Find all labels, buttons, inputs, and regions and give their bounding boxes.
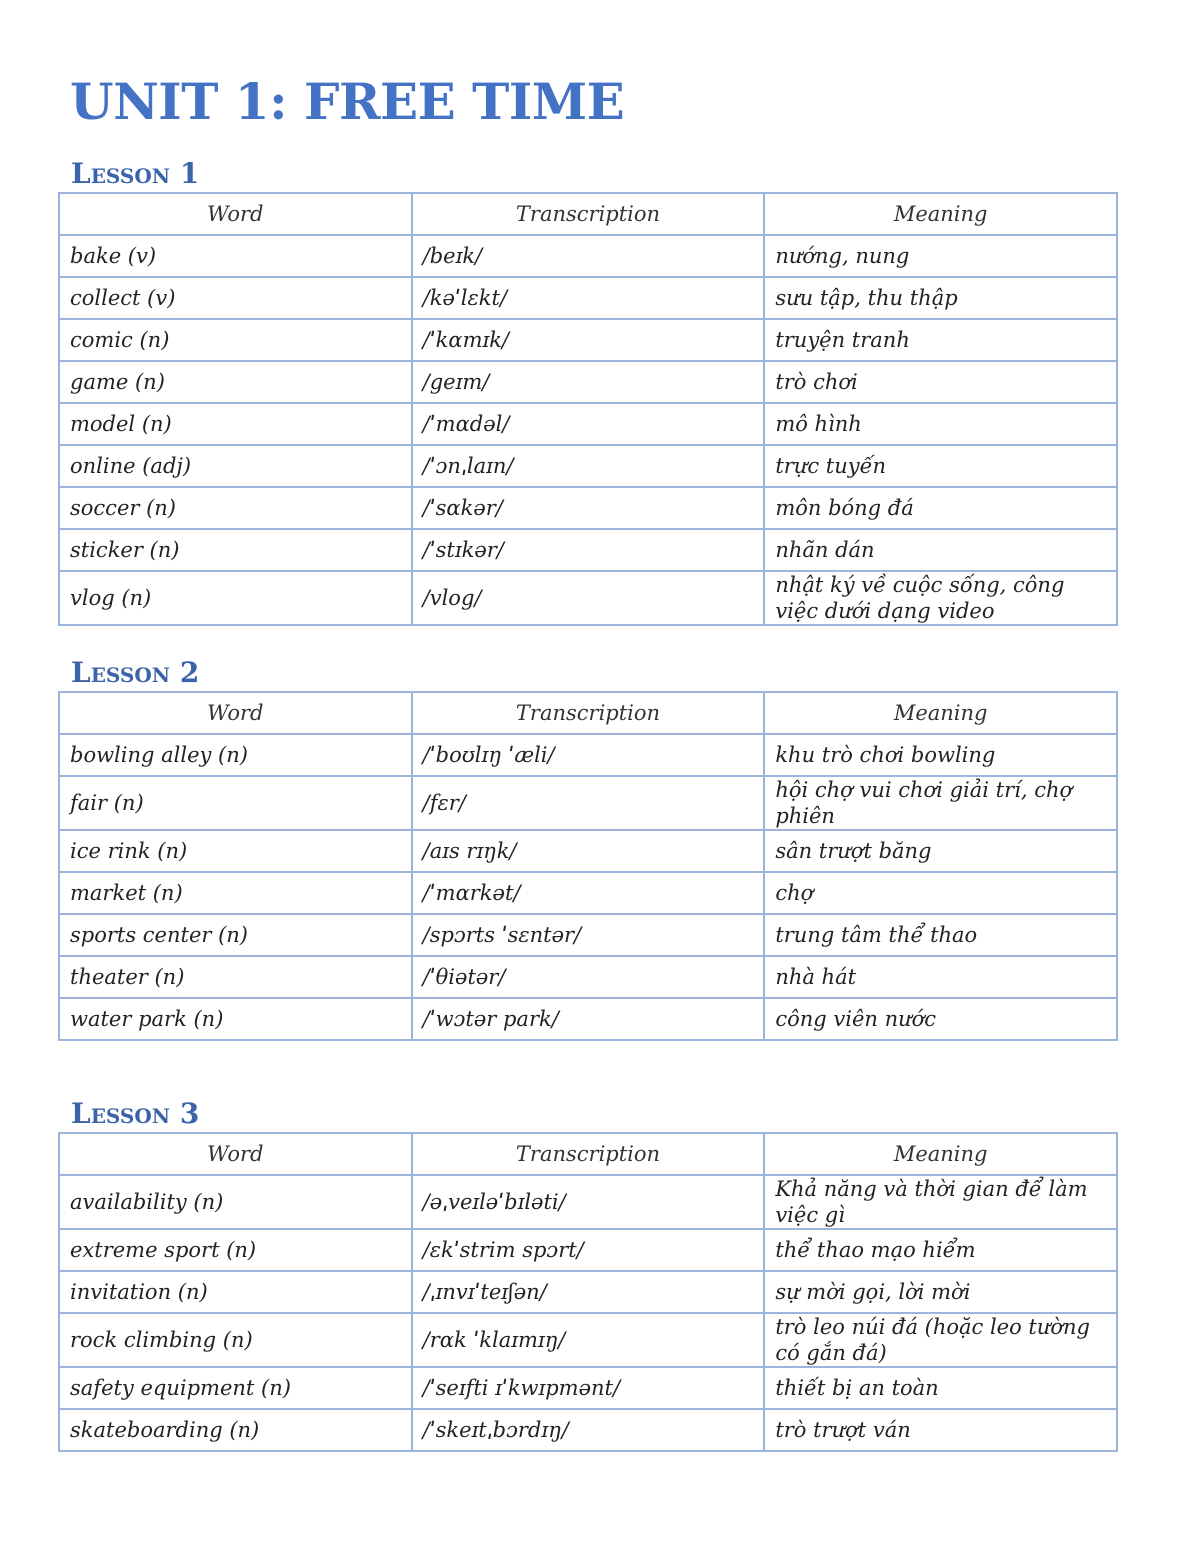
word-cell: rock climbing (n) bbox=[59, 1313, 412, 1367]
meaning-cell: trực tuyến bbox=[764, 445, 1117, 487]
table-row bbox=[59, 445, 1117, 487]
word-cell: sports center (n) bbox=[59, 914, 412, 956]
transcription-column-header: Transcription bbox=[412, 692, 765, 734]
table-row bbox=[59, 1409, 1117, 1451]
meaning-column-header: Meaning bbox=[764, 692, 1117, 734]
transcription-cell: /ˈboʊlɪŋ ˈæli/ bbox=[412, 734, 765, 776]
table-row bbox=[59, 1313, 1117, 1367]
table-row bbox=[59, 1175, 1117, 1229]
word-cell: invitation (n) bbox=[59, 1271, 412, 1313]
word-column-header: Word bbox=[59, 1133, 412, 1175]
word-cell: collect (v) bbox=[59, 277, 412, 319]
word-cell: skateboarding (n) bbox=[59, 1409, 412, 1451]
transcription-cell: /ˈkɑmɪk/ bbox=[412, 319, 765, 361]
word-cell: bowling alley (n) bbox=[59, 734, 412, 776]
lesson-3-section bbox=[58, 1097, 1118, 1452]
word-cell: model (n) bbox=[59, 403, 412, 445]
vocabulary-table bbox=[58, 192, 1118, 626]
transcription-cell: /rɑk ˈklaɪmɪŋ/ bbox=[412, 1313, 765, 1367]
transcription-cell: /ˌɪnvɪˈteɪʃən/ bbox=[412, 1271, 765, 1313]
meaning-cell: sân trượt băng bbox=[764, 830, 1117, 872]
meaning-cell: Khả năng và thời gian để làm việc gì bbox=[764, 1175, 1117, 1229]
lesson-title: Lesson 2 bbox=[71, 656, 200, 689]
meaning-cell: trung tâm thể thao bbox=[764, 914, 1117, 956]
meaning-cell: mô hình bbox=[764, 403, 1117, 445]
table-header-row bbox=[59, 193, 1117, 235]
table-header-row bbox=[59, 692, 1117, 734]
word-cell: vlog (n) bbox=[59, 571, 412, 625]
meaning-column-header: Meaning bbox=[764, 193, 1117, 235]
table-row bbox=[59, 776, 1117, 830]
table-row bbox=[59, 403, 1117, 445]
meaning-cell: trò trượt ván bbox=[764, 1409, 1117, 1451]
transcription-cell: /ˈstɪkər/ bbox=[412, 529, 765, 571]
lesson-2-section bbox=[58, 656, 1118, 1041]
transcription-cell: /vlog/ bbox=[412, 571, 765, 625]
meaning-cell: trò chơi bbox=[764, 361, 1117, 403]
table-row bbox=[59, 1367, 1117, 1409]
table-row bbox=[59, 361, 1117, 403]
word-column-header: Word bbox=[59, 692, 412, 734]
word-cell: safety equipment (n) bbox=[59, 1367, 412, 1409]
vocabulary-table bbox=[58, 1132, 1118, 1452]
table-row bbox=[59, 914, 1117, 956]
word-cell: fair (n) bbox=[59, 776, 412, 830]
transcription-cell: /spɔrts ˈsɛntər/ bbox=[412, 914, 765, 956]
table-row bbox=[59, 277, 1117, 319]
table-row bbox=[59, 734, 1117, 776]
table-row bbox=[59, 872, 1117, 914]
meaning-cell: sự mời gọi, lời mời bbox=[764, 1271, 1117, 1313]
meaning-cell: môn bóng đá bbox=[764, 487, 1117, 529]
meaning-cell: thiết bị an toàn bbox=[764, 1367, 1117, 1409]
table-row bbox=[59, 1229, 1117, 1271]
word-cell: theater (n) bbox=[59, 956, 412, 998]
transcription-cell: /kəˈlɛkt/ bbox=[412, 277, 765, 319]
lesson-title: Lesson 3 bbox=[71, 1097, 200, 1130]
transcription-cell: /əˌveɪləˈbɪləti/ bbox=[412, 1175, 765, 1229]
word-cell: online (adj) bbox=[59, 445, 412, 487]
transcription-cell: /ˈθiətər/ bbox=[412, 956, 765, 998]
lesson-title: Lesson 1 bbox=[71, 157, 200, 190]
word-column-header: Word bbox=[59, 193, 412, 235]
transcription-cell: /ˈmɑrkət/ bbox=[412, 872, 765, 914]
transcription-cell: /beɪk/ bbox=[412, 235, 765, 277]
table-row bbox=[59, 487, 1117, 529]
page-title: UNIT 1: FREE TIME bbox=[70, 72, 625, 131]
meaning-cell: chợ bbox=[764, 872, 1117, 914]
meaning-cell: nhật ký về cuộc sống, công việc dưới dạng video bbox=[764, 571, 1117, 625]
word-cell: game (n) bbox=[59, 361, 412, 403]
transcription-column-header: Transcription bbox=[412, 193, 765, 235]
meaning-cell: thể thao mạo hiểm bbox=[764, 1229, 1117, 1271]
meaning-cell: trò leo núi đá (hoặc leo tường có gắn đá) bbox=[764, 1313, 1117, 1367]
transcription-cell: /ˈseɪfti ɪˈkwɪpmənt/ bbox=[412, 1367, 765, 1409]
transcription-column-header: Transcription bbox=[412, 1133, 765, 1175]
meaning-cell: nhà hát bbox=[764, 956, 1117, 998]
meaning-cell: nướng, nung bbox=[764, 235, 1117, 277]
table-row bbox=[59, 235, 1117, 277]
transcription-cell: /ˈɔnˌlaɪn/ bbox=[412, 445, 765, 487]
word-cell: comic (n) bbox=[59, 319, 412, 361]
meaning-cell: nhãn dán bbox=[764, 529, 1117, 571]
word-cell: bake (v) bbox=[59, 235, 412, 277]
meaning-cell: khu trò chơi bowling bbox=[764, 734, 1117, 776]
table-row bbox=[59, 319, 1117, 361]
lesson-1-section bbox=[58, 157, 1118, 626]
meaning-cell: truyện tranh bbox=[764, 319, 1117, 361]
word-cell: extreme sport (n) bbox=[59, 1229, 412, 1271]
table-row bbox=[59, 956, 1117, 998]
word-cell: market (n) bbox=[59, 872, 412, 914]
meaning-cell: công viên nước bbox=[764, 998, 1117, 1040]
transcription-cell: /ˈwɔtər park/ bbox=[412, 998, 765, 1040]
vocabulary-table bbox=[58, 691, 1118, 1041]
table-row bbox=[59, 830, 1117, 872]
table-row bbox=[59, 571, 1117, 625]
transcription-cell: /ˈmɑdəl/ bbox=[412, 403, 765, 445]
transcription-cell: /geɪm/ bbox=[412, 361, 765, 403]
transcription-cell: /aɪs rɪŋk/ bbox=[412, 830, 765, 872]
word-cell: soccer (n) bbox=[59, 487, 412, 529]
meaning-column-header: Meaning bbox=[764, 1133, 1117, 1175]
transcription-cell: /fɛr/ bbox=[412, 776, 765, 830]
word-cell: sticker (n) bbox=[59, 529, 412, 571]
meaning-cell: sưu tập, thu thập bbox=[764, 277, 1117, 319]
word-cell: ice rink (n) bbox=[59, 830, 412, 872]
table-row bbox=[59, 529, 1117, 571]
meaning-cell: hội chợ vui chơi giải trí, chợ phiên bbox=[764, 776, 1117, 830]
transcription-cell: /ˈskeɪtˌbɔrdɪŋ/ bbox=[412, 1409, 765, 1451]
transcription-cell: /ˈsɑkər/ bbox=[412, 487, 765, 529]
word-cell: availability (n) bbox=[59, 1175, 412, 1229]
word-cell: water park (n) bbox=[59, 998, 412, 1040]
table-header-row bbox=[59, 1133, 1117, 1175]
table-row bbox=[59, 998, 1117, 1040]
table-row bbox=[59, 1271, 1117, 1313]
transcription-cell: /ɛkˈstrim spɔrt/ bbox=[412, 1229, 765, 1271]
